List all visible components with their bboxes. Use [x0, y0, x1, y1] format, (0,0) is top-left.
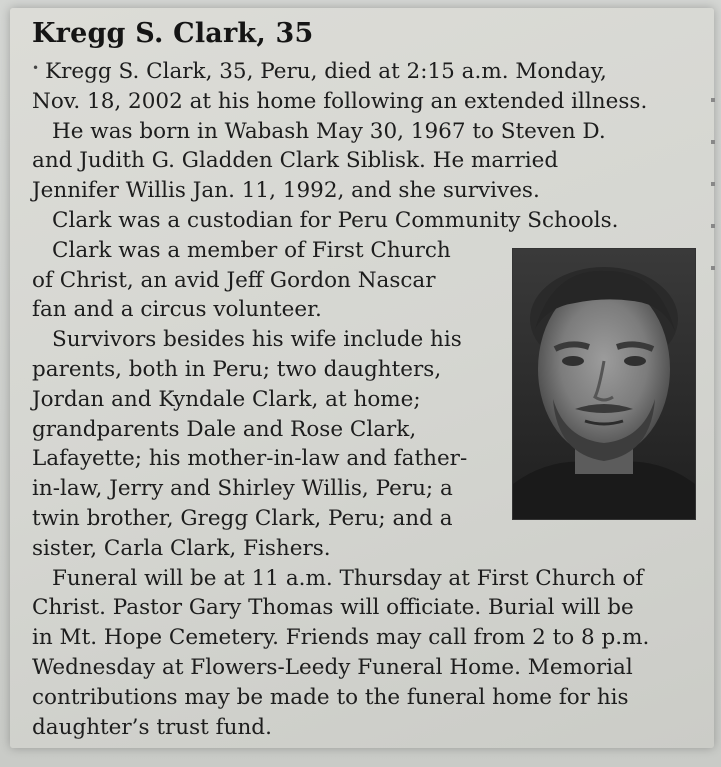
body-line: contributions may be made to the funeral home for his — [32, 684, 629, 710]
portrait-photo — [512, 248, 696, 520]
bullet-mark: • — [32, 61, 40, 75]
body-line: of Christ, an avid Jeff Gordon Nascar — [32, 267, 436, 293]
body-line: and Judith G. Gladden Clark Siblisk. He married — [32, 148, 559, 174]
body-line: Nov. 18, 2002 at his home following an extended illness. — [32, 88, 648, 114]
body-line: in Mt. Hope Cemetery. Friends may call from 2 to 8 p.m. — [32, 625, 650, 651]
body-line: in-law, Jerry and Shirley Willis, Peru; a — [32, 476, 453, 502]
body-line: daughter’s trust fund. — [32, 714, 272, 740]
body-line — [32, 54, 702, 87]
adjacent-column-marks — [709, 60, 717, 480]
obituary-headline: Kregg S. Clark, 35 — [32, 18, 314, 49]
body-line: Christ. Pastor Gary Thomas will officiate. Burial will be — [32, 595, 634, 621]
body-line: Clark was a custodian for Peru Community Schools. — [52, 207, 619, 233]
body-line: Wednesday at Flowers-Leedy Funeral Home. Memorial — [32, 654, 633, 680]
body-line: Clark was a member of First Church — [52, 237, 451, 263]
body-line: Survivors besides his wife include his — [52, 327, 462, 353]
body-line: Jennifer Willis Jan. 11, 1992, and she survives. — [32, 178, 540, 204]
body-line: grandparents Dale and Rose Clark, — [32, 416, 417, 442]
body-line: twin brother, Gregg Clark, Peru; and a — [32, 505, 453, 531]
next-article-fragment — [30, 750, 690, 766]
portrait-illustration — [513, 249, 695, 519]
body-text: Kregg S. Clark, 35, Peru, died at 2:15 a.m. Monday, — [45, 59, 607, 84]
body-line: parents, both in Peru; two daughters, — [32, 356, 442, 382]
body-line: He was born in Wabash May 30, 1967 to Steven D. — [52, 118, 606, 144]
body-line: Jordan and Kyndale Clark, at home; — [32, 386, 421, 412]
body-line: fan and a circus volunteer. — [32, 297, 322, 323]
body-line: Lafayette; his mother-in-law and father- — [32, 446, 468, 472]
body-line: Funeral will be at 11 a.m. Thursday at First Church of — [52, 565, 644, 591]
body-line: sister, Carla Clark, Fishers. — [32, 535, 331, 561]
